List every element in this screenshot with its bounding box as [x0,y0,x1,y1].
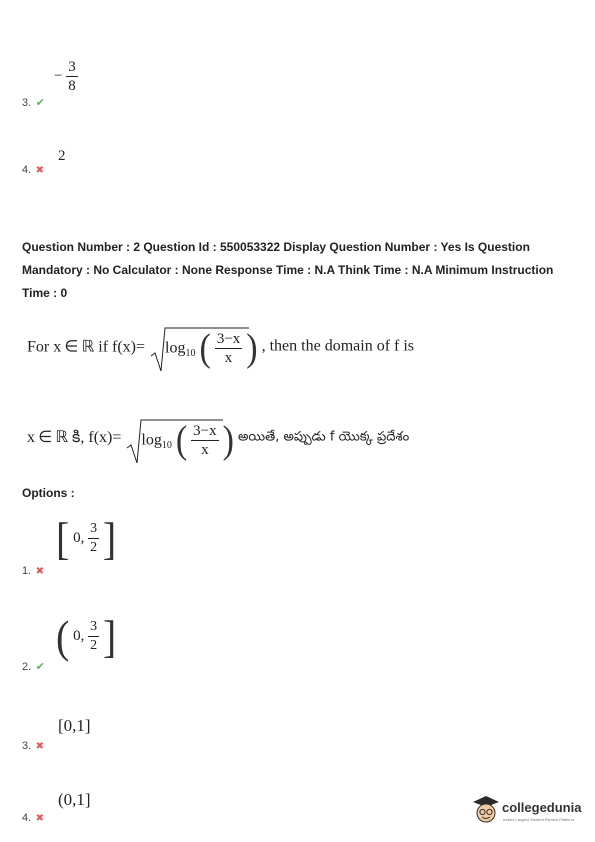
prev-option-4 [22,160,44,178]
question-prefix: For x ∈ ℝ if f(x)= [27,338,146,356]
check-icon: ✔ [35,97,45,109]
prev-option-4-value: 2 [58,148,66,164]
mascot-icon [472,794,500,826]
option-number: 1. [22,565,32,577]
option-number: 3. [22,97,32,109]
question-suffix: అయితే, అప్పుడు f యొక్క ప్రదేశం [237,429,410,445]
sqrt-expression: $\log_{10}$ ( $\frac{3-x}{x}$ ) [125,418,234,459]
option-3[interactable] [22,736,44,754]
question-english [27,326,415,370]
sqrt-expression: $\log_{10}$ ( $\frac{3-x}{x}$ ) [149,326,258,367]
question-meta-line: Mandatory : No Calculator : None Response Time : N.A Think Time : N.A Minimum Instruction [22,263,554,277]
question-suffix: , then the domain of f is [261,337,415,355]
collegedunia-logo [472,794,590,830]
option-2[interactable] [22,657,45,675]
cross-icon: ✖ [35,165,45,176]
question-meta [22,236,582,305]
option-4[interactable] [22,808,44,826]
option-number: 4. [22,164,32,176]
option-2-value: ( 0, $\frac{3}{2}$ ] [56,610,117,662]
fraction: $\frac{3}{2}$ [90,619,98,653]
minus-sign: − [54,68,63,84]
cross-icon: ✖ [35,813,45,824]
fraction: $\frac{3-x}{x}$ [193,423,217,458]
option-1[interactable] [22,561,44,579]
question-telugu [27,418,410,462]
option-number: 2. [22,661,32,673]
question-meta-line: Question Number : 2 Question Id : 550053322 Display Question Number : Yes Is Question [22,240,530,254]
fraction: $\frac{3}{2}$ [90,521,98,555]
cross-icon: ✖ [35,566,45,577]
prev-option-3-value [54,58,78,95]
fraction: $\frac{3}{8}$ [68,59,76,94]
option-4-value: (0,1] [58,790,91,809]
prev-option-3 [22,93,45,111]
options-label: Options : [22,486,75,500]
question-prefix: x ∈ ℝ కి, f(x)= [27,429,122,446]
cross-icon: ✖ [35,741,45,752]
option-number: 4. [22,812,32,824]
logo-name: collegedunia [502,800,582,815]
logo-tagline: India's Largest Student Review Platform [503,817,575,822]
option-1-value: [ 0, $\frac{3}{2}$ ] [56,512,117,564]
sqrt-symbol [125,418,223,466]
fraction: $\frac{3-x}{x}$ [216,331,241,366]
option-number: 3. [22,740,32,752]
question-meta-line: Time : 0 [22,286,68,300]
check-icon: ✔ [35,661,45,673]
option-3-value: [0,1] [58,716,91,735]
